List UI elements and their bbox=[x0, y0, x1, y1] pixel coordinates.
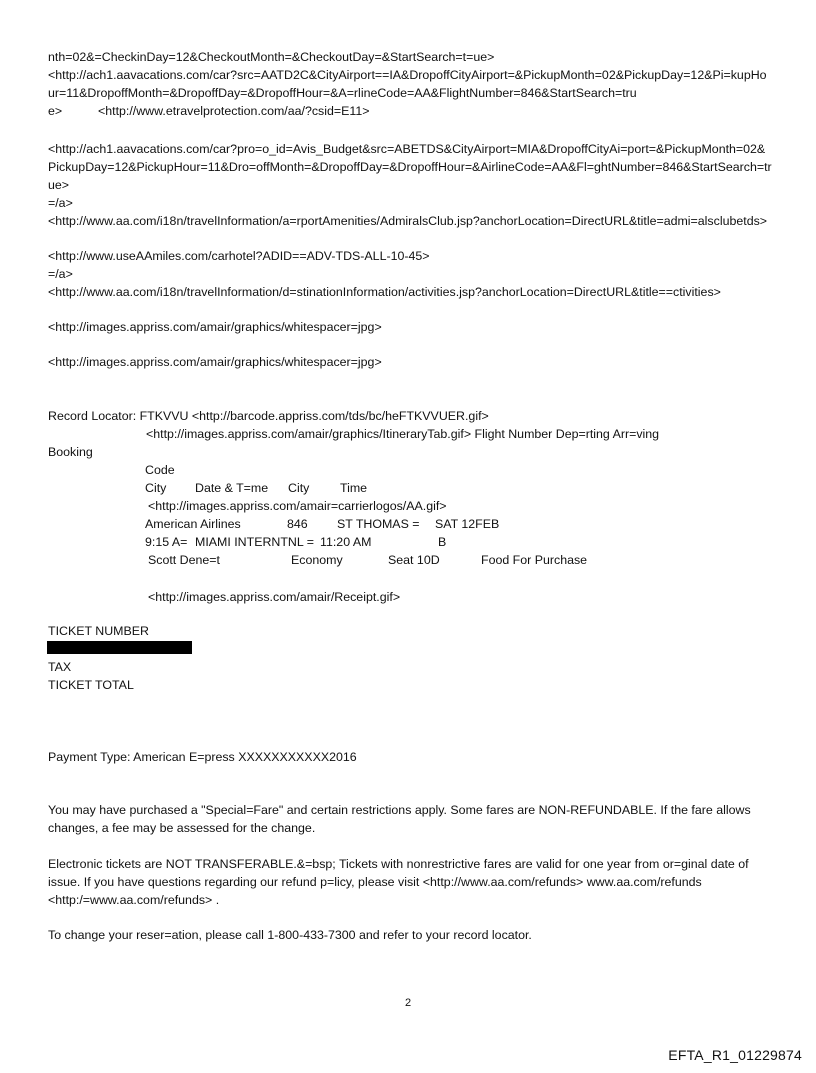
departure-date: SAT 12FEB bbox=[435, 517, 500, 531]
url-line: =/a> bbox=[48, 196, 73, 210]
url-line: <http://www.etravelprotection.com/aa/?csid=E11> bbox=[98, 104, 370, 118]
header-city-departing: City bbox=[145, 481, 167, 495]
tax-label: TAX bbox=[48, 660, 72, 674]
carrier-logo-link: <http://images.appriss.com/amair=carrierlogos/AA.gif> bbox=[148, 499, 447, 513]
url-line: <http://www.aa.com/i18n/travelInformation/a=rportAmenities/AdmiralsClub.jsp?anchorLocation=DirectURL&title=admi=alsclubetds> bbox=[48, 214, 768, 228]
url-line: <http://ach1.aavacations.com/car?pro=o_id=Avis_Budget&src=ABETDS&CityAirport=MIA&DropoffCityAi=port=&PickupMonth=02&PickupDay=12&PickupHour=11&Dro=offMonth=&DropoffDay=&DropoffHour=&AirlineCode=AA&Fl=ghtNumber=846&StartSearch=true> bbox=[48, 142, 772, 192]
arrival-time: 11:20 AM bbox=[320, 535, 372, 549]
seat-assignment: Seat 10D bbox=[388, 553, 440, 567]
header-city-arriving: City bbox=[288, 481, 310, 495]
record-locator: Record Locator: FTKVVU <http://barcode.appriss.com/tds/bc/heFTKVVUER.gif> bbox=[48, 409, 489, 423]
ticket-total-label: TICKET TOTAL bbox=[48, 678, 134, 692]
payment-type: Payment Type: American E=press XXXXXXXXXXX2016 bbox=[48, 750, 357, 764]
url-line: <http://images.appriss.com/amair/graphics/whitespacer=jpg> bbox=[48, 355, 382, 369]
itinerary-tab-header: <http://images.appriss.com/amair/graphics/ItineraryTab.gif> Flight Number Dep=rting Arr=ving bbox=[146, 427, 660, 441]
arrival-city: MIAMI INTERNTNL = bbox=[195, 535, 314, 549]
fare-notice: You may have purchased a "Special=Fare" and certain restrictions apply. Some fares are NON-REFUNDABLE. If the fare allows changes, a fee may be assessed for the change. bbox=[48, 803, 751, 835]
receipt-link: <http://images.appriss.com/amair/Receipt.gif> bbox=[148, 590, 401, 604]
header-time: Time bbox=[340, 481, 368, 495]
booking-code: B bbox=[438, 535, 447, 549]
header-date-time: Date & T=me bbox=[195, 481, 269, 495]
url-line: <http://www.aa.com/i18n/travelInformation/d=stinationInformation/activities.jsp?anchorLocation=DirectURL&title==ctivities> bbox=[48, 285, 721, 299]
document-id: EFTA_R1_01229874 bbox=[668, 1047, 802, 1063]
airline-name: American Airlines bbox=[145, 517, 241, 531]
departure-city: ST THOMAS = bbox=[337, 517, 420, 531]
departure-time: 9:15 A= bbox=[145, 535, 188, 549]
url-line: nth=02&=CheckinDay=12&CheckoutMonth=&CheckoutDay=&StartSearch=t=ue> bbox=[48, 50, 495, 64]
meal-service: Food For Purchase bbox=[481, 553, 588, 567]
redaction-bar bbox=[47, 641, 192, 654]
ticket-notice: Electronic tickets are NOT TRANSFERABLE.&=bsp; Tickets with nonrestrictive fares are valid for one year from or=ginal date of issue. If you have questions regarding our refund p=licy, please visit <http://www.aa.com/refunds> www.aa.com/refunds <http:/=www.aa.com/refunds> . bbox=[48, 857, 749, 907]
passenger-name: Scott Dene=t bbox=[148, 553, 220, 567]
code-label: Code bbox=[145, 463, 175, 477]
ticket-number-label: TICKET NUMBER bbox=[48, 624, 149, 638]
change-notice: To change your reser=ation, please call 1-800-433-7300 and refer to your record locator. bbox=[48, 928, 532, 942]
url-line: =/a> bbox=[48, 267, 73, 281]
booking-label: Booking bbox=[48, 445, 93, 459]
cabin-class: Economy bbox=[291, 553, 343, 567]
url-line: <http://images.appriss.com/amair/graphics/whitespacer=jpg> bbox=[48, 320, 382, 334]
flight-number: 846 bbox=[287, 517, 308, 531]
page-number: 2 bbox=[404, 997, 412, 1009]
url-line: e> bbox=[48, 104, 63, 118]
url-line: <http://www.useAAmiles.com/carhotel?ADID==ADV-TDS-ALL-10-45> bbox=[48, 249, 430, 263]
url-line: <http://ach1.aavacations.com/car?src=AATD2C&CityAirport==IA&DropoffCityAirport=&PickupMonth=02&PickupDay=12&Pi=kupHour=11&DropoffMonth=&DropoffDay=&DropoffHour=&A=rlineCode=AA&FlightNumber=846&StartSearch=tru bbox=[48, 68, 767, 100]
